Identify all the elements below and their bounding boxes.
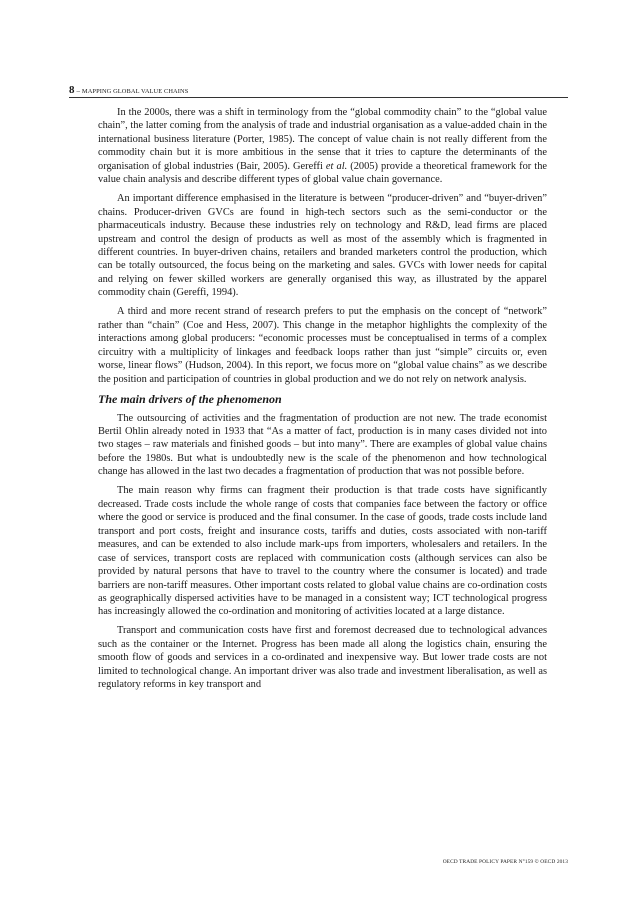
paragraph-text: (2005) provide a theoretical framework for the value chain analysis and describe different types of global value chain governance.	[98, 160, 548, 186]
paragraph: An important difference emphasised in the literature is between “producer-driven” and “buyer-driven” chains. Producer-driven GVCs are found in high-tech sectors such as the semi-conductor or the pharmaceuticals industry. Because these industries rely on technology and R&D, lead firms are placed upstream and control the design of products as well as most of the assembly which is fragmented in different countries. In buyer-driven chains, retailers and branded marketers control the production, which can be totally outsourced, the focus being on the marketing and sales. GVCs with lower needs for capital and relying on fewer skilled workers are generally organised this way, as illustrated by the apparel commodity chain (Gereffi, 1994).	[98, 193, 547, 299]
page-footer: OECD TRADE POLICY PAPER N°159 © OECD 2013	[442, 859, 568, 865]
paragraph: The outsourcing of activities and the fragmentation of production are not new. The trade economist Bertil Ohlin already noted in 1933 that “As a matter of fact, production is in many cases divided not into two stages – raw materials and finished goods – but into many”. There are examples of global value chains before the 1980s. But what is undoubtedly new is the scale of the phenomenon and how technological change has allowed in the last two decades a fragmentation of production that was not possible before.	[98, 412, 547, 478]
running-title: MAPPING GLOBAL VALUE CHAINS	[81, 88, 189, 95]
page-number: 8	[69, 84, 75, 96]
header-separator: –	[74, 87, 82, 95]
paragraph: A third and more recent strand of research prefers to put the emphasis on the concept of “network” rather than “chain” (Coe and Hess, 2007). This change in the metaphor highlights the complexity of the interactions among global producers: “economic processes must be conceptualised in terms of a complex circuitry with a multiplicity of linkages and feedback loops rather than just “simple” circuits or, even worse, linear flows” (Hudson, 2004). In this report, we focus more on “global value chains” as we describe the position and participation of countries in global production and we do not rely on network analysis.	[98, 306, 547, 385]
section-heading: The main drivers of the phenomenon	[98, 391, 282, 406]
paragraph: Transport and communication costs have first and foremost decreased due to technological advances such as the container or the Internet. Progress has been made all along the logistics chain, ensuring the smooth flow of goods and services in a co-ordinated and inexpensive way. But lower trade costs are not limited to technological change. An important driver was also trade and investment liberalisation, as well as regulatory reforms in key transport and	[98, 625, 547, 691]
paragraph-text: In the 2000s, there was a shift in terminology from the “global commodity chain” to the “global value chain”, the latter coming from the analysis of trade and industrial organisation as a value-added chain in the international business literature (Porter, 1985). The concept of value chain is not really different from the commodity chain but it is more ambitious in the sense that it tries to capture the determinants of the organisation of global industries (Bair, 2005). Gereffi	[98, 107, 547, 172]
paragraph: The main reason why firms can fragment their production is that trade costs have significantly decreased. Trade costs include the whole range of costs that companies face between the factory or office where the good or service is produced and the final consumer. In the case of goods, trade costs include land transport and port costs, freight and insurance costs, tariffs and duties, costs associated with non-tariff measures, and can be extended to also include mark-ups from importers, wholesalers and retailers. In the case of services, transport costs are replaced with communication costs (although services can also be provided by natural persons that have to travel to the country where the consumer is located) and trade barriers are non-tariff measures. Other important costs related to global value chains are co-ordination costs as geographically dispersed activities have to be managed in a consistent way; ICT technological progress has increasingly allowed the co-ordination and monitoring of activities located at a large distance.	[98, 485, 547, 618]
italic-citation: et al.	[325, 160, 348, 172]
paragraph	[98, 106, 547, 187]
body-text	[98, 106, 547, 697]
running-header	[69, 84, 568, 98]
